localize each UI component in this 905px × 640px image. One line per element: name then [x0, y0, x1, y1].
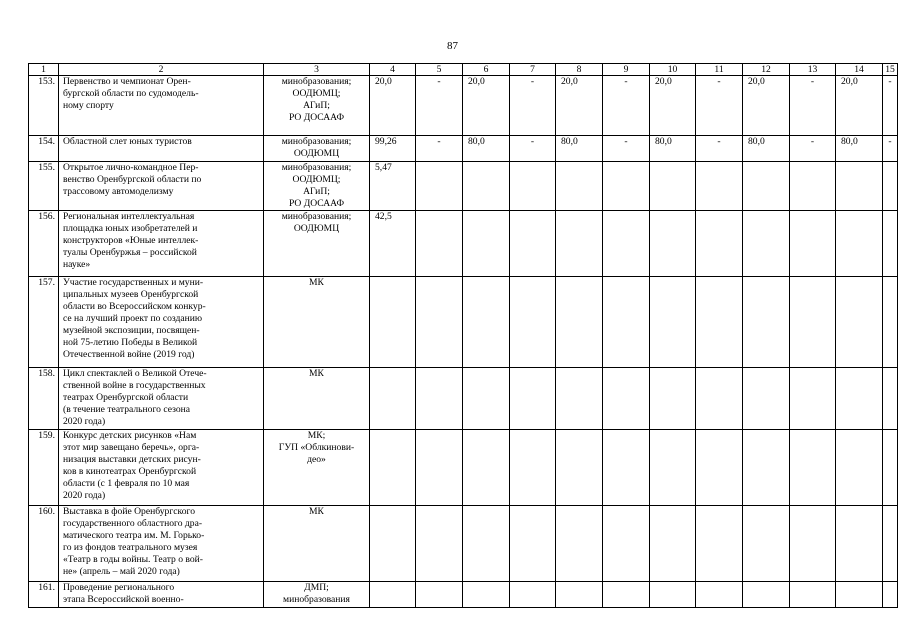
event-name-line: ственной войне в государственных — [63, 380, 206, 391]
funding-cell — [883, 582, 898, 608]
column-number: 10 — [650, 64, 696, 76]
funding-cell: - — [883, 136, 898, 162]
funding-cell — [416, 430, 463, 506]
event-name-line: венство Оренбургской области по — [63, 174, 202, 185]
funding-cell: 80,0 — [556, 136, 603, 162]
page-number: 87 — [447, 40, 458, 52]
funding-cell — [883, 277, 898, 368]
column-number: 12 — [743, 64, 790, 76]
funding-cell — [416, 162, 463, 211]
event-name-line: науке» — [63, 259, 91, 270]
funding-cell: - — [510, 136, 556, 162]
plan-table — [28, 63, 898, 608]
funding-cell: - — [416, 136, 463, 162]
funding-cell — [463, 506, 510, 582]
funding-cell — [650, 430, 696, 506]
funding-cell — [463, 582, 510, 608]
event-name-line: ному спорту — [63, 100, 114, 111]
responsible-org-line: део» — [307, 454, 326, 465]
funding-cell — [510, 430, 556, 506]
funding-cell — [743, 506, 790, 582]
funding-cell — [743, 582, 790, 608]
funding-cell: - — [416, 76, 463, 136]
event-name-line: Областной слет юных туристов — [63, 136, 192, 147]
event-name-line: Первенство и чемпионат Орен- — [63, 76, 191, 87]
column-number: 3 — [264, 64, 370, 76]
responsible-org-line: ООДЮМЦ; — [292, 174, 341, 185]
funding-cell — [836, 582, 883, 608]
row-number: 155. — [29, 162, 59, 211]
event-name — [59, 211, 264, 277]
responsible-org — [264, 76, 370, 136]
responsible-org — [264, 162, 370, 211]
funding-cell: - — [696, 76, 743, 136]
event-name-line: этапа Всероссийской военно- — [63, 594, 184, 605]
funding-cell — [603, 211, 650, 277]
event-name-line: го из фондов театрального музея — [63, 542, 198, 553]
funding-cell — [790, 277, 836, 368]
event-name-line: Региональная интеллектуальная — [63, 211, 195, 222]
event-name-line: Участие государственных и муни- — [63, 277, 204, 288]
row-number: 156. — [29, 211, 59, 277]
column-number: 4 — [370, 64, 416, 76]
column-number: 15 — [883, 64, 898, 76]
funding-cell: - — [696, 136, 743, 162]
event-name-line: ной 75-летию Победы в Великой — [63, 337, 198, 348]
funding-cell — [743, 277, 790, 368]
funding-cell — [790, 582, 836, 608]
event-name-line: Проведение регионального — [63, 582, 175, 593]
event-name-line: площадка юных изобретателей и — [63, 223, 198, 234]
header-row — [29, 64, 898, 76]
responsible-org-line: минобразования; — [281, 76, 352, 87]
funding-cell — [416, 277, 463, 368]
event-name-line: бургской области по судомодель- — [63, 88, 199, 99]
event-name-line: туалы Оренбуржья – российской — [63, 247, 197, 258]
row-number: 161. — [29, 582, 59, 608]
event-name — [59, 76, 264, 136]
funding-cell: - — [790, 136, 836, 162]
funding-cell — [370, 368, 416, 430]
funding-cell — [463, 162, 510, 211]
event-name-line: Отечественной войне (2019 год) — [63, 349, 195, 360]
responsible-org-line: ООДЮМЦ — [293, 148, 340, 159]
column-number: 14 — [836, 64, 883, 76]
funding-cell — [836, 211, 883, 277]
funding-cell — [790, 211, 836, 277]
column-number: 2 — [59, 64, 264, 76]
event-name-line: 2020 года) — [63, 416, 106, 427]
event-name — [59, 430, 264, 506]
funding-cell: - — [603, 136, 650, 162]
table-row — [29, 506, 898, 582]
funding-cell — [556, 162, 603, 211]
responsible-org-line: МК; — [307, 430, 326, 441]
event-name — [59, 277, 264, 368]
funding-cell — [696, 162, 743, 211]
table-row — [29, 136, 898, 162]
responsible-org-line: МК — [309, 368, 324, 379]
event-name-line: государственного областного дра- — [63, 518, 203, 529]
funding-cell — [883, 430, 898, 506]
responsible-org-line: минобразования — [283, 594, 350, 605]
funding-cell: 5,47 — [370, 162, 416, 211]
responsible-org-line: минобразования; — [281, 162, 352, 173]
responsible-org-line: АГиП; — [303, 100, 330, 111]
event-name-line: матического театра им. М. Горько- — [63, 530, 205, 541]
event-name-line: Конкурс детских рисунков «Нам — [63, 430, 197, 441]
funding-cell: 20,0 — [370, 76, 416, 136]
funding-cell — [603, 506, 650, 582]
responsible-org — [264, 430, 370, 506]
funding-cell — [603, 430, 650, 506]
funding-cell — [743, 211, 790, 277]
responsible-org-line: МК — [309, 506, 324, 517]
funding-cell — [790, 506, 836, 582]
funding-cell: 80,0 — [650, 136, 696, 162]
funding-cell: 42,5 — [370, 211, 416, 277]
funding-cell — [696, 277, 743, 368]
event-name-line: этот мир завещано беречь», орга- — [63, 442, 200, 453]
row-number: 160. — [29, 506, 59, 582]
funding-cell — [556, 368, 603, 430]
column-number: 13 — [790, 64, 836, 76]
funding-cell: - — [790, 76, 836, 136]
event-name — [59, 162, 264, 211]
funding-cell: - — [510, 76, 556, 136]
funding-cell — [696, 506, 743, 582]
event-name-line: не» (апрель – май 2020 года) — [63, 566, 180, 577]
funding-cell — [370, 506, 416, 582]
column-number: 11 — [696, 64, 743, 76]
responsible-org — [264, 211, 370, 277]
event-name — [59, 506, 264, 582]
funding-cell: 80,0 — [463, 136, 510, 162]
funding-cell — [416, 506, 463, 582]
event-name-line: театрах Оренбургской области — [63, 392, 189, 403]
funding-cell — [370, 582, 416, 608]
responsible-org-line: ООДЮМЦ; — [292, 88, 341, 99]
funding-cell — [416, 211, 463, 277]
column-number: 8 — [556, 64, 603, 76]
responsible-org-line: ДМП; — [304, 582, 329, 593]
funding-cell — [370, 430, 416, 506]
responsible-org — [264, 277, 370, 368]
event-name-line: се на лучший проект по созданию — [63, 313, 203, 324]
event-name-line: музейной экспозиции, посвящен- — [63, 325, 200, 336]
table-row — [29, 582, 898, 608]
funding-cell — [463, 277, 510, 368]
funding-cell — [463, 368, 510, 430]
funding-cell: 20,0 — [743, 76, 790, 136]
funding-cell — [790, 368, 836, 430]
event-name — [59, 368, 264, 430]
responsible-org-line: минобразования; — [281, 211, 352, 222]
funding-cell — [743, 162, 790, 211]
responsible-org-line: ГУП «Облкинови- — [278, 442, 355, 453]
funding-cell — [836, 277, 883, 368]
responsible-org — [264, 582, 370, 608]
funding-cell — [836, 368, 883, 430]
table-row — [29, 368, 898, 430]
funding-cell — [556, 506, 603, 582]
funding-cell: - — [883, 76, 898, 136]
event-name-line: ков в кинотеатрах Оренбургской — [63, 466, 197, 477]
funding-cell — [696, 211, 743, 277]
event-name-line: области (с 1 февраля по 10 мая — [63, 478, 190, 489]
funding-cell — [416, 582, 463, 608]
column-number: 6 — [463, 64, 510, 76]
funding-cell — [696, 582, 743, 608]
row-number: 154. — [29, 136, 59, 162]
row-number: 158. — [29, 368, 59, 430]
row-number: 157. — [29, 277, 59, 368]
funding-cell — [510, 368, 556, 430]
responsible-org — [264, 506, 370, 582]
table-row — [29, 211, 898, 277]
funding-cell: 80,0 — [743, 136, 790, 162]
funding-cell — [696, 368, 743, 430]
table-row — [29, 76, 898, 136]
funding-cell: 20,0 — [836, 76, 883, 136]
responsible-org-line: ООДЮМЦ — [293, 223, 340, 234]
funding-cell — [603, 277, 650, 368]
funding-cell — [510, 582, 556, 608]
column-number: 7 — [510, 64, 556, 76]
event-name-line: Открытое лично-командное Пер- — [63, 162, 199, 173]
funding-cell — [883, 368, 898, 430]
row-number: 153. — [29, 76, 59, 136]
table-row — [29, 430, 898, 506]
funding-cell — [603, 162, 650, 211]
responsible-org — [264, 136, 370, 162]
funding-cell — [883, 211, 898, 277]
table-row — [29, 277, 898, 368]
funding-cell — [556, 582, 603, 608]
funding-cell — [603, 582, 650, 608]
funding-cell — [510, 211, 556, 277]
funding-cell: 20,0 — [650, 76, 696, 136]
responsible-org-line: минобразования; — [281, 136, 352, 147]
column-number: 9 — [603, 64, 650, 76]
funding-cell — [510, 277, 556, 368]
funding-cell — [743, 368, 790, 430]
funding-cell — [556, 430, 603, 506]
event-name-line: (в течение театрального сезона — [63, 404, 191, 415]
row-number: 159. — [29, 430, 59, 506]
event-name-line: трассовому автомоделизму — [63, 186, 174, 197]
responsible-org — [264, 368, 370, 430]
column-number: 1 — [29, 64, 59, 76]
funding-cell: 80,0 — [836, 136, 883, 162]
funding-cell — [650, 162, 696, 211]
event-name-line: Цикл спектаклей о Великой Отече- — [63, 368, 207, 379]
funding-cell: 20,0 — [556, 76, 603, 136]
funding-cell: 99,26 — [370, 136, 416, 162]
funding-cell — [790, 162, 836, 211]
funding-cell: 20,0 — [463, 76, 510, 136]
event-name-line: ципальных музеев Оренбургской — [63, 289, 199, 300]
funding-cell — [836, 430, 883, 506]
event-name-line: 2020 года) — [63, 490, 106, 501]
event-name-line: области во Всероссийском конкур- — [63, 301, 206, 312]
event-name — [59, 582, 264, 608]
event-name-line: Выставка в фойе Оренбургского — [63, 506, 195, 517]
funding-cell — [510, 162, 556, 211]
funding-cell — [883, 506, 898, 582]
event-name — [59, 136, 264, 162]
funding-cell — [883, 162, 898, 211]
funding-cell — [370, 277, 416, 368]
funding-cell — [650, 368, 696, 430]
responsible-org-line: АГиП; — [303, 186, 330, 197]
event-name-line: низация выставки детских рисун- — [63, 454, 201, 465]
responsible-org-line: РО ДОСААФ — [288, 112, 345, 123]
funding-cell — [836, 506, 883, 582]
funding-cell — [603, 368, 650, 430]
funding-cell — [463, 211, 510, 277]
funding-cell: - — [603, 76, 650, 136]
funding-cell — [836, 162, 883, 211]
funding-cell — [510, 506, 556, 582]
funding-cell — [416, 368, 463, 430]
funding-cell — [790, 430, 836, 506]
funding-cell — [650, 211, 696, 277]
event-name-line: конструкторов «Юные интеллек- — [63, 235, 199, 246]
funding-cell — [650, 582, 696, 608]
responsible-org-line: РО ДОСААФ — [288, 198, 345, 209]
funding-cell — [650, 506, 696, 582]
funding-cell — [650, 277, 696, 368]
funding-cell — [556, 277, 603, 368]
funding-cell — [743, 430, 790, 506]
column-number: 5 — [416, 64, 463, 76]
funding-cell — [556, 211, 603, 277]
event-name-line: «Театр в годы войны. Театр о вой- — [63, 554, 203, 565]
table-row — [29, 162, 898, 211]
responsible-org-line: МК — [309, 277, 324, 288]
funding-cell — [463, 430, 510, 506]
funding-cell — [696, 430, 743, 506]
